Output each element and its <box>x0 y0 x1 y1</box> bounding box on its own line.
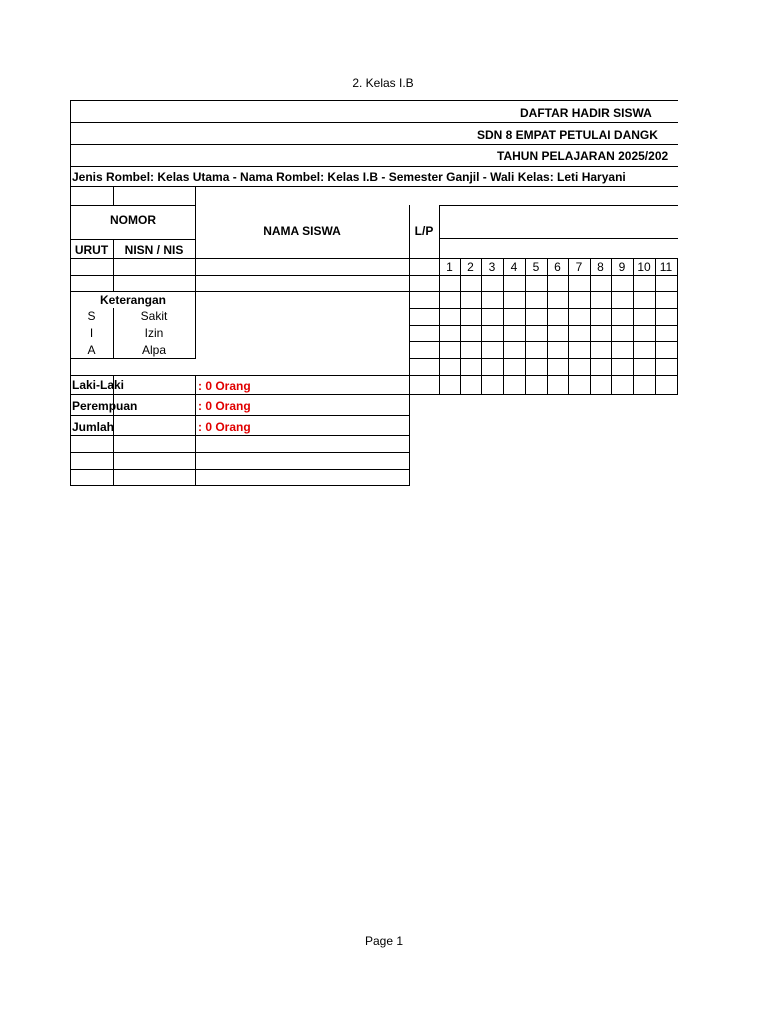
grid-line <box>70 435 410 436</box>
grid-line <box>70 144 678 145</box>
day-number: 11 <box>659 260 673 274</box>
grid-line <box>547 258 548 395</box>
day-number: 1 <box>446 260 453 274</box>
grid-line <box>409 308 678 309</box>
grid-line <box>70 166 678 167</box>
grid-line <box>439 238 678 239</box>
grid-line <box>70 186 678 187</box>
grid-line <box>439 205 440 395</box>
day-number: 2 <box>467 260 474 274</box>
grid-line <box>460 258 461 395</box>
legend-label: Sakit <box>140 309 168 323</box>
grid-line <box>481 258 482 395</box>
grid-line <box>70 415 410 416</box>
grid-line <box>70 485 410 486</box>
day-number: 9 <box>618 260 626 274</box>
day-number: 7 <box>575 260 583 274</box>
summary-label-female: Perempuan <box>72 399 138 413</box>
grid-line <box>70 100 678 101</box>
grid-line <box>525 258 526 395</box>
day-number: 3 <box>488 260 496 274</box>
page-footer: Page 1 <box>364 934 404 948</box>
grid-line <box>611 258 612 395</box>
grid-line <box>113 186 114 206</box>
grid-line <box>633 258 634 395</box>
grid-line <box>195 375 196 486</box>
grid-line <box>70 205 196 206</box>
legend-code: I <box>89 326 94 340</box>
grid-line <box>70 358 196 359</box>
legend-label: Izin <box>144 326 164 340</box>
grid-line <box>590 258 591 395</box>
summary-label-total: Jumlah <box>72 420 115 434</box>
summary-value-female: : 0 Orang <box>198 399 251 413</box>
grid-line <box>409 358 678 359</box>
title-daftar-hadir: DAFTAR HADIR SISWA <box>520 106 652 120</box>
summary-value-male: : 0 Orang <box>198 379 251 393</box>
grid-line <box>439 205 678 206</box>
page-header: 2. Kelas I.B <box>352 76 414 90</box>
grid-line <box>677 258 678 395</box>
grid-line <box>409 325 678 326</box>
header-nama-siswa: NAMA SISWA <box>263 224 341 238</box>
header-urut: URUT <box>74 243 109 257</box>
grid-line <box>70 122 678 123</box>
grid-line <box>568 258 569 395</box>
grid-line <box>70 452 410 453</box>
class-info-row: Jenis Rombel: Kelas Utama - Nama Rombel: Kelas I.B - Semester Ganjil - Wali Kelas: Leti Haryani <box>72 170 626 184</box>
header-nisn: NISN / NIS <box>124 243 184 257</box>
legend-label: Alpa <box>141 343 167 357</box>
day-number: 5 <box>532 260 540 274</box>
summary-label-male: Laki-Laki <box>72 378 125 392</box>
grid-line <box>409 205 410 486</box>
day-number: 6 <box>554 260 561 274</box>
grid-line <box>70 239 196 240</box>
day-number: 10 <box>637 260 651 274</box>
title-school-name: SDN 8 EMPAT PETULAI DANGK <box>477 128 658 142</box>
legend-title: Keterangan <box>99 293 167 307</box>
header-lp: L/P <box>414 224 434 238</box>
grid-line <box>409 341 678 342</box>
grid-line <box>70 394 678 395</box>
legend-code: S <box>87 309 96 323</box>
grid-line <box>70 275 678 276</box>
day-number: 4 <box>510 260 518 274</box>
grid-line <box>70 258 678 259</box>
header-nomor: NOMOR <box>110 213 156 227</box>
summary-value-total: : 0 Orang <box>198 420 251 434</box>
title-academic-year: TAHUN PELAJARAN 2025/202 <box>497 149 669 163</box>
grid-line <box>195 186 196 359</box>
day-number: 8 <box>597 260 604 274</box>
grid-line <box>655 258 656 395</box>
grid-line <box>70 469 410 470</box>
grid-line <box>70 375 678 376</box>
grid-line <box>70 291 678 292</box>
legend-code: A <box>87 343 96 357</box>
grid-line <box>503 258 504 395</box>
